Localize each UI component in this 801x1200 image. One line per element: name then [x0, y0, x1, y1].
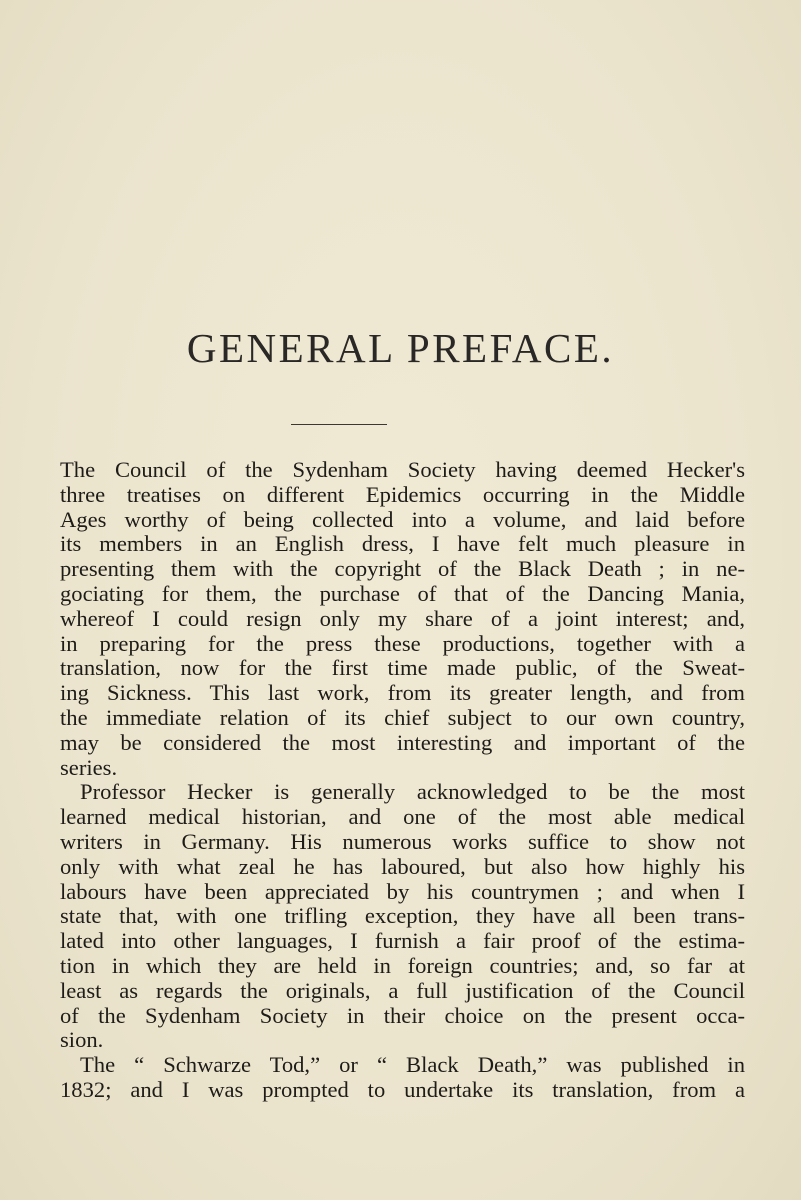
text-line: translation, now for the first time made public, of the Sweat- — [60, 655, 745, 681]
text-line: may be considered the most interesting and important of the — [60, 729, 745, 755]
paragraph-start-line: Professor Hecker is generally acknowledged to be the most — [80, 779, 745, 805]
text-line: The Council of the Sydenham Society having deemed Hecker's — [60, 457, 745, 482]
title-divider — [291, 424, 387, 425]
text-line: ing Sickness. This last work, from its greater length, and from — [60, 680, 745, 706]
text-line: lated into other languages, I furnish a fair proof of the estima- — [60, 928, 745, 954]
text-line: 1832; and I was prompted to undertake its translation, from a — [60, 1076, 745, 1102]
text-line: presenting them with the copyright of the Black Death ; in ne- — [60, 556, 745, 582]
paragraph-start-line: The “ Schwarze Tod,” or “ Black Death,” was published in — [80, 1052, 745, 1078]
page-title: GENERAL PREFACE. — [186, 325, 615, 371]
text-line: learned medical historian, and one of the most able medical — [60, 804, 745, 830]
text-line: state that, with one trifling exception, they have all been trans- — [60, 903, 745, 929]
text-line: tion in which they are held in foreign countries; and, so far at — [60, 952, 745, 978]
preface-body — [60, 458, 745, 1103]
text-line: in preparing for the press these productions, together with a — [60, 630, 745, 656]
text-line: the immediate relation of its chief subject to our own country, — [60, 704, 745, 730]
text-line: Ages worthy of being collected into a volume, and laid before — [60, 506, 745, 532]
text-line: least as regards the originals, a full justification of the Council — [60, 977, 745, 1003]
text-line: whereof I could resign only my share of a joint interest; and, — [60, 605, 745, 631]
paragraph-end-line: series. — [60, 754, 118, 780]
text-line: only with what zeal he has laboured, but also how highly his — [60, 853, 745, 879]
text-line: gociating for them, the purchase of that of the Dancing Mania, — [60, 580, 745, 606]
text-line: three treatises on different Epidemics occurring in the Middle — [60, 481, 745, 507]
paragraph-end-line: sion. — [60, 1027, 104, 1053]
text-line: of the Sydenham Society in their choice on the present occa- — [60, 1002, 745, 1028]
text-line: its members in an English dress, I have felt much pleasure in — [60, 531, 745, 557]
text-line: labours have been appreciated by his countrymen ; and when I — [60, 878, 745, 904]
text-line: writers in Germany. His numerous works suffice to show not — [60, 828, 745, 854]
